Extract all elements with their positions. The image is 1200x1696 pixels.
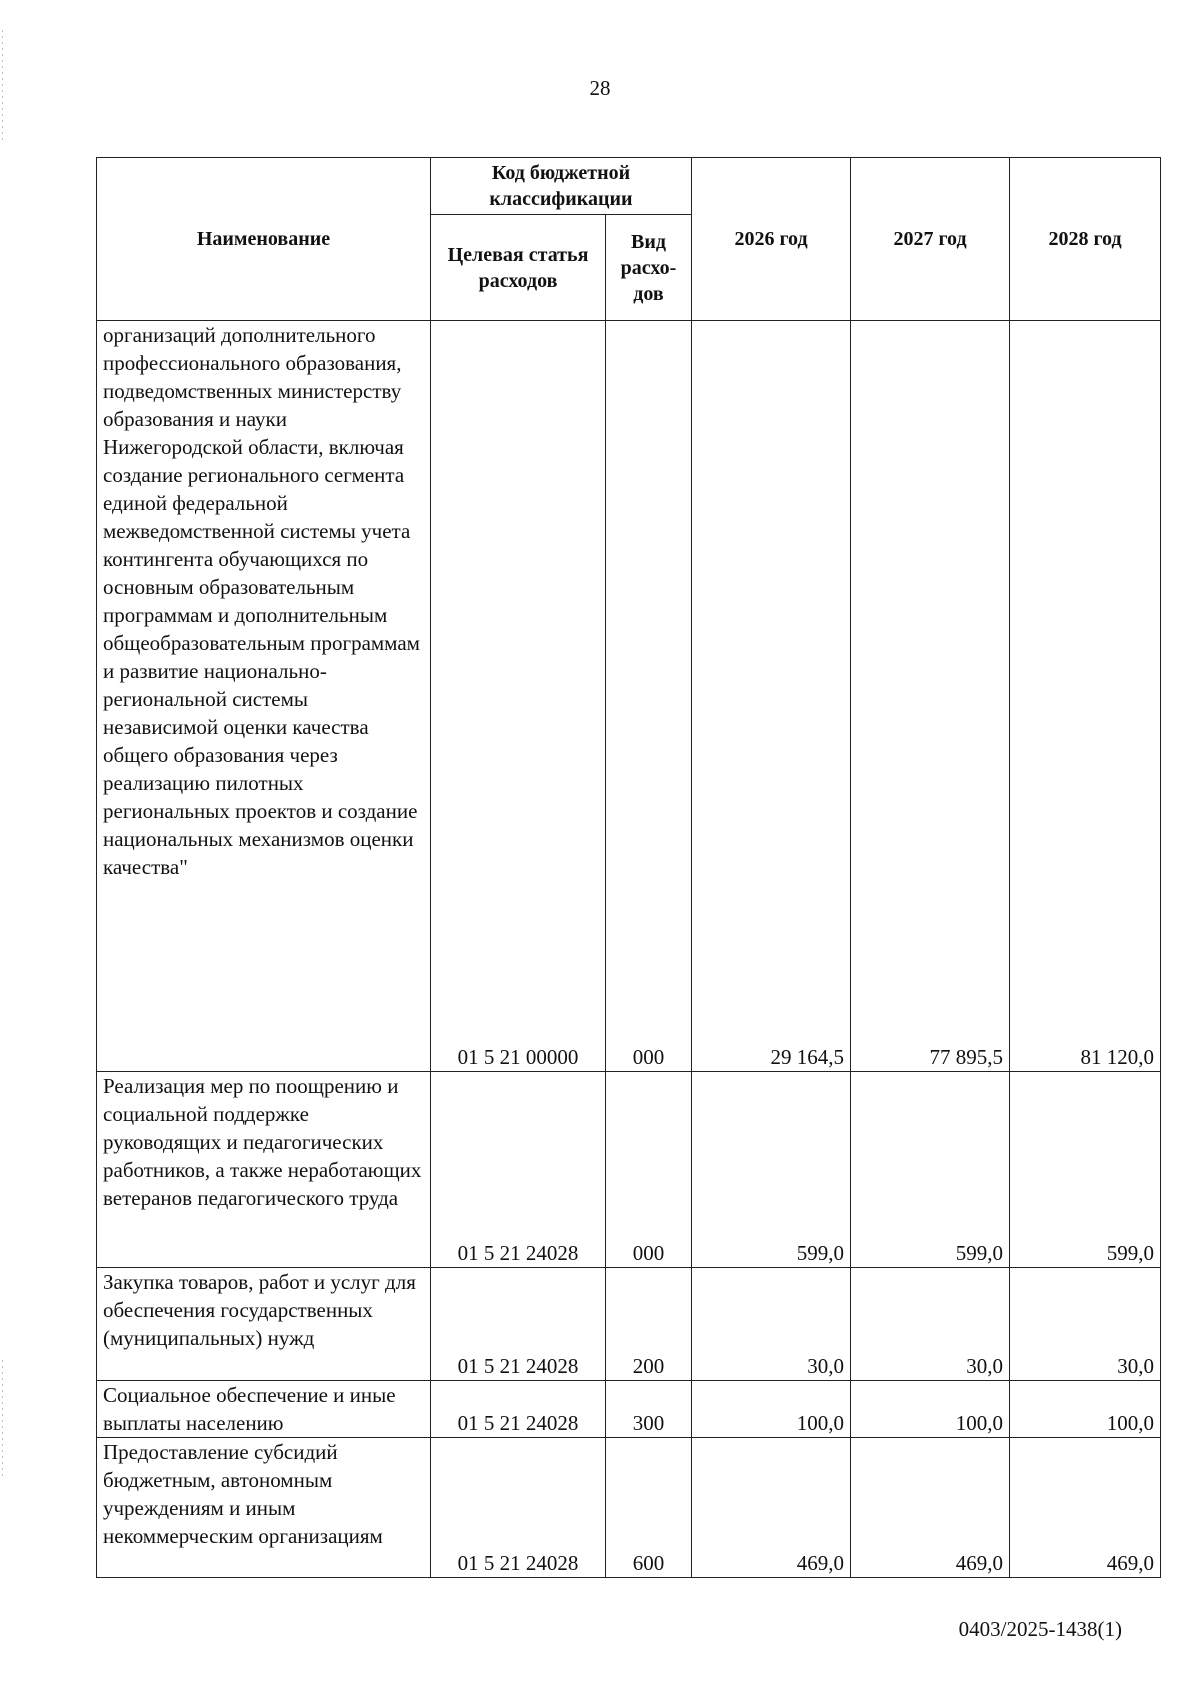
scan-margin-mark xyxy=(2,1360,3,1480)
row-code: 01 5 21 24028 xyxy=(431,1438,606,1578)
row-2028: 100,0 xyxy=(1010,1381,1161,1438)
row-code: 01 5 21 24028 xyxy=(431,1072,606,1268)
header-code-group: Код бюджетной классификации xyxy=(431,158,692,215)
header-2026: 2026 год xyxy=(692,158,851,321)
row-2028: 599,0 xyxy=(1010,1072,1161,1268)
document-code: 0403/2025-1438(1) xyxy=(958,1617,1122,1641)
row-2028: 30,0 xyxy=(1010,1268,1161,1381)
row-name: Закупка товаров, работ и услуг для обеспечения государственных (муниципальных) нужд xyxy=(97,1268,431,1381)
row-2028: 81 120,0 xyxy=(1010,321,1161,1072)
row-name: Предоставление субсидий бюджетным, автономным учреждениям и иным некоммерческим организациям xyxy=(97,1438,431,1578)
row-code: 01 5 21 24028 xyxy=(431,1268,606,1381)
header-name: Наименование xyxy=(97,158,431,321)
header-target: Целевая статья расходов xyxy=(431,215,606,321)
row-name: организаций дополнительного профессионального образования, подведомственных министерству образования и науки Нижегородской области, включая создание регионального сегмента единой федеральной межведомственной системы учета контингента обучающихся по основным образовательным программам и дополнительным общеобразовательным программам и развитие национально-региональной системы независимой оценки качества общего образования через реализацию пилотных региональных проектов и создание национальных механизмов оценки качества" xyxy=(97,321,431,1072)
table-row xyxy=(97,1268,1161,1381)
row-2026: 29 164,5 xyxy=(692,321,851,1072)
row-kind: 300 xyxy=(606,1381,692,1438)
table-row xyxy=(97,1438,1161,1578)
row-kind: 600 xyxy=(606,1438,692,1578)
row-2027: 77 895,5 xyxy=(851,321,1010,1072)
row-2026: 599,0 xyxy=(692,1072,851,1268)
row-2026: 100,0 xyxy=(692,1381,851,1438)
row-2026: 469,0 xyxy=(692,1438,851,1578)
row-kind: 200 xyxy=(606,1268,692,1381)
row-kind: 000 xyxy=(606,1072,692,1268)
header-2028: 2028 год xyxy=(1010,158,1161,321)
row-2026: 30,0 xyxy=(692,1268,851,1381)
row-2028: 469,0 xyxy=(1010,1438,1161,1578)
table-row xyxy=(97,1072,1161,1268)
table-row xyxy=(97,1381,1161,1438)
header-2027: 2027 год xyxy=(851,158,1010,321)
table-row xyxy=(97,321,1161,1072)
row-code: 01 5 21 24028 xyxy=(431,1381,606,1438)
row-2027: 30,0 xyxy=(851,1268,1010,1381)
header-kind: Вид расхо-дов xyxy=(606,215,692,321)
row-name: Реализация мер по поощрению и социальной поддержке руководящих и педагогических работников, а также неработающих ветеранов педагогического труда xyxy=(97,1072,431,1268)
budget-table xyxy=(96,157,1161,1578)
row-2027: 599,0 xyxy=(851,1072,1010,1268)
row-2027: 100,0 xyxy=(851,1381,1010,1438)
row-2027: 469,0 xyxy=(851,1438,1010,1578)
row-code: 01 5 21 00000 xyxy=(431,321,606,1072)
row-name: Социальное обеспечение и иные выплаты населению xyxy=(97,1381,431,1438)
row-kind: 000 xyxy=(606,321,692,1072)
page-number: 28 xyxy=(589,76,611,100)
